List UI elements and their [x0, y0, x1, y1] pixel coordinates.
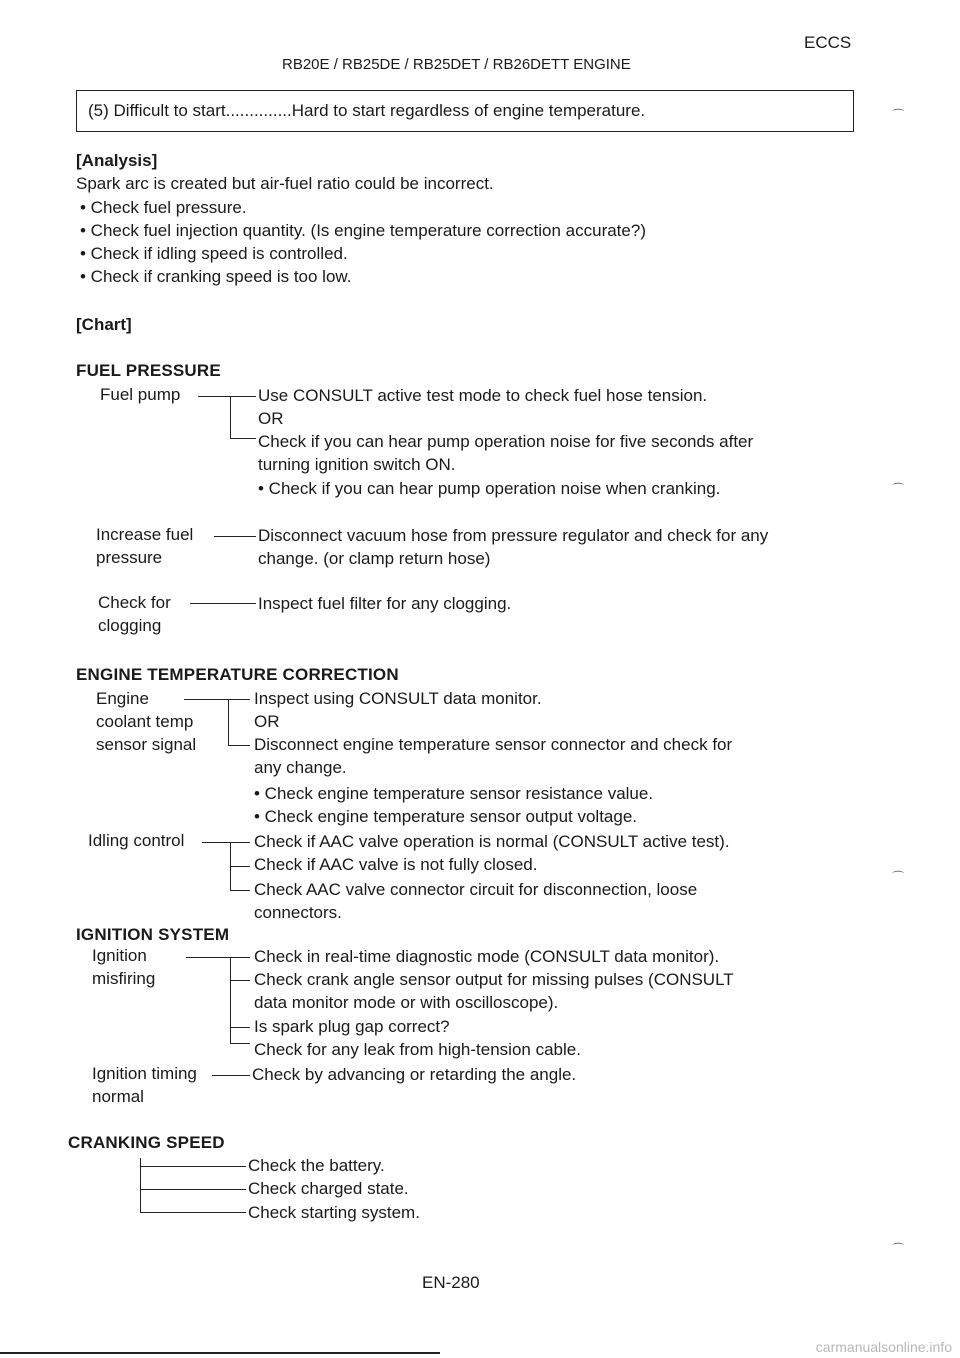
cranking-line-3: Check starting system.	[248, 1203, 420, 1222]
engine-temp-title: ENGINE TEMPERATURE CORRECTION	[76, 665, 399, 684]
footer-rule	[0, 1352, 440, 1354]
cranking-title: CRANKING SPEED	[68, 1133, 225, 1152]
coolant-label-2: coolant temp	[96, 712, 194, 731]
coolant-label-1: Engine	[96, 689, 149, 708]
coolant-line-2b: any change.	[254, 758, 347, 777]
coolant-line-2: Disconnect engine temperature sensor connector and check for	[254, 735, 733, 754]
timing-line-1: Check by advancing or retarding the angle.	[252, 1065, 577, 1084]
engine-title: RB20E / RB25DE / RB25DET / RB26DETT ENGINE	[282, 56, 631, 73]
connector-line	[228, 745, 250, 746]
analysis-intro: Spark arc is created but air-fuel ratio could be incorrect.	[76, 174, 494, 193]
connector-line	[212, 1075, 250, 1076]
clogging-label-1: Check for	[98, 593, 171, 612]
fuel-pump-bullet: • Check if you can hear pump operation noise when cranking.	[258, 479, 721, 498]
misfiring-label-1: Ignition	[92, 946, 147, 965]
margin-mark: ⌒	[892, 870, 905, 884]
misfiring-line-2b: data monitor mode or with oscilloscope).	[254, 993, 559, 1012]
section-code: ECCS	[804, 33, 852, 52]
coolant-line-1: Inspect using CONSULT data monitor.	[254, 689, 542, 708]
fuel-pump-label: Fuel pump	[100, 385, 181, 404]
misfiring-line-3: Is spark plug gap correct?	[254, 1017, 450, 1036]
chart-heading: [Chart]	[76, 315, 132, 334]
connector-line	[230, 438, 256, 439]
page-number: EN-280	[422, 1273, 480, 1292]
ignition-title: IGNITION SYSTEM	[76, 925, 230, 944]
fuel-pump-line-1: Use CONSULT active test mode to check fuel hose tension.	[258, 386, 708, 405]
idling-label: Idling control	[88, 831, 185, 850]
coolant-or: OR	[254, 712, 280, 731]
idling-line-1: Check if AAC valve operation is normal (CONSULT active test).	[254, 832, 730, 851]
connector-line	[228, 699, 229, 745]
cranking-line-2: Check charged state.	[248, 1179, 409, 1198]
margin-mark: ⌒	[892, 1242, 905, 1256]
analysis-heading: [Analysis]	[76, 151, 158, 170]
connector-line	[230, 1027, 250, 1028]
watermark: carmanualsonline.info	[815, 1339, 952, 1355]
increase-fuel-label-1: Increase fuel	[96, 525, 194, 544]
connector-line	[230, 1043, 250, 1044]
misfiring-line-2: Check crank angle sensor output for missing pulses (CONSULT	[254, 970, 734, 989]
coolant-bullet-2: • Check engine temperature sensor output voltage.	[254, 807, 638, 826]
idling-line-2: Check if AAC valve is not fully closed.	[254, 855, 538, 874]
increase-fuel-line-2: change. (or clamp return hose)	[258, 549, 491, 568]
connector-line	[140, 1166, 246, 1167]
connector-line	[184, 699, 250, 700]
analysis-bullet-1: • Check fuel pressure.	[80, 198, 247, 217]
fuel-pressure-title: FUEL PRESSURE	[76, 361, 221, 380]
clogging-line-1: Inspect fuel filter for any clogging.	[258, 594, 512, 613]
misfiring-line-1: Check in real-time diagnostic mode (CONSULT data monitor).	[254, 947, 720, 966]
connector-line	[214, 536, 256, 537]
margin-mark: ⌒	[892, 108, 905, 122]
margin-mark: ⌒	[892, 482, 905, 496]
increase-fuel-line-1: Disconnect vacuum hose from pressure regulator and check for any	[258, 526, 769, 545]
connector-line	[140, 1212, 246, 1213]
connector-line	[202, 842, 250, 843]
analysis-bullet-2: • Check fuel injection quantity. (Is engine temperature correction accurate?)	[80, 221, 646, 240]
idling-line-3b: connectors.	[254, 903, 342, 922]
fuel-pump-line-2b: turning ignition switch ON.	[258, 455, 456, 474]
fuel-pump-or: OR	[258, 409, 284, 428]
analysis-bullet-3: • Check if idling speed is controlled.	[80, 244, 348, 263]
connector-line	[190, 603, 256, 604]
connector-line	[230, 866, 250, 867]
increase-fuel-label-2: pressure	[96, 548, 163, 567]
connector-line	[230, 957, 231, 1043]
connector-line	[230, 980, 250, 981]
misfiring-line-4: Check for any leak from high-tension cable.	[254, 1040, 581, 1059]
symptom-text: (5) Difficult to start..............Hard to start regardless of engine temperature.	[88, 101, 646, 120]
connector-line	[230, 396, 231, 438]
coolant-bullet-1: • Check engine temperature sensor resistance value.	[254, 784, 654, 803]
coolant-label-3: sensor signal	[96, 735, 197, 754]
timing-label-1: Ignition timing	[92, 1064, 197, 1083]
connector-line	[230, 890, 250, 891]
connector-line	[140, 1189, 246, 1190]
connector-line	[186, 957, 250, 958]
cranking-line-1: Check the battery.	[248, 1156, 385, 1175]
timing-label-2: normal	[92, 1087, 144, 1106]
misfiring-label-2: misfiring	[92, 969, 156, 988]
connector-line	[198, 396, 256, 397]
clogging-label-2: clogging	[98, 616, 162, 635]
analysis-bullet-4: • Check if cranking speed is too low.	[80, 267, 352, 286]
fuel-pump-line-2: Check if you can hear pump operation noise for five seconds after	[258, 432, 754, 451]
idling-line-3: Check AAC valve connector circuit for disconnection, loose	[254, 880, 698, 899]
